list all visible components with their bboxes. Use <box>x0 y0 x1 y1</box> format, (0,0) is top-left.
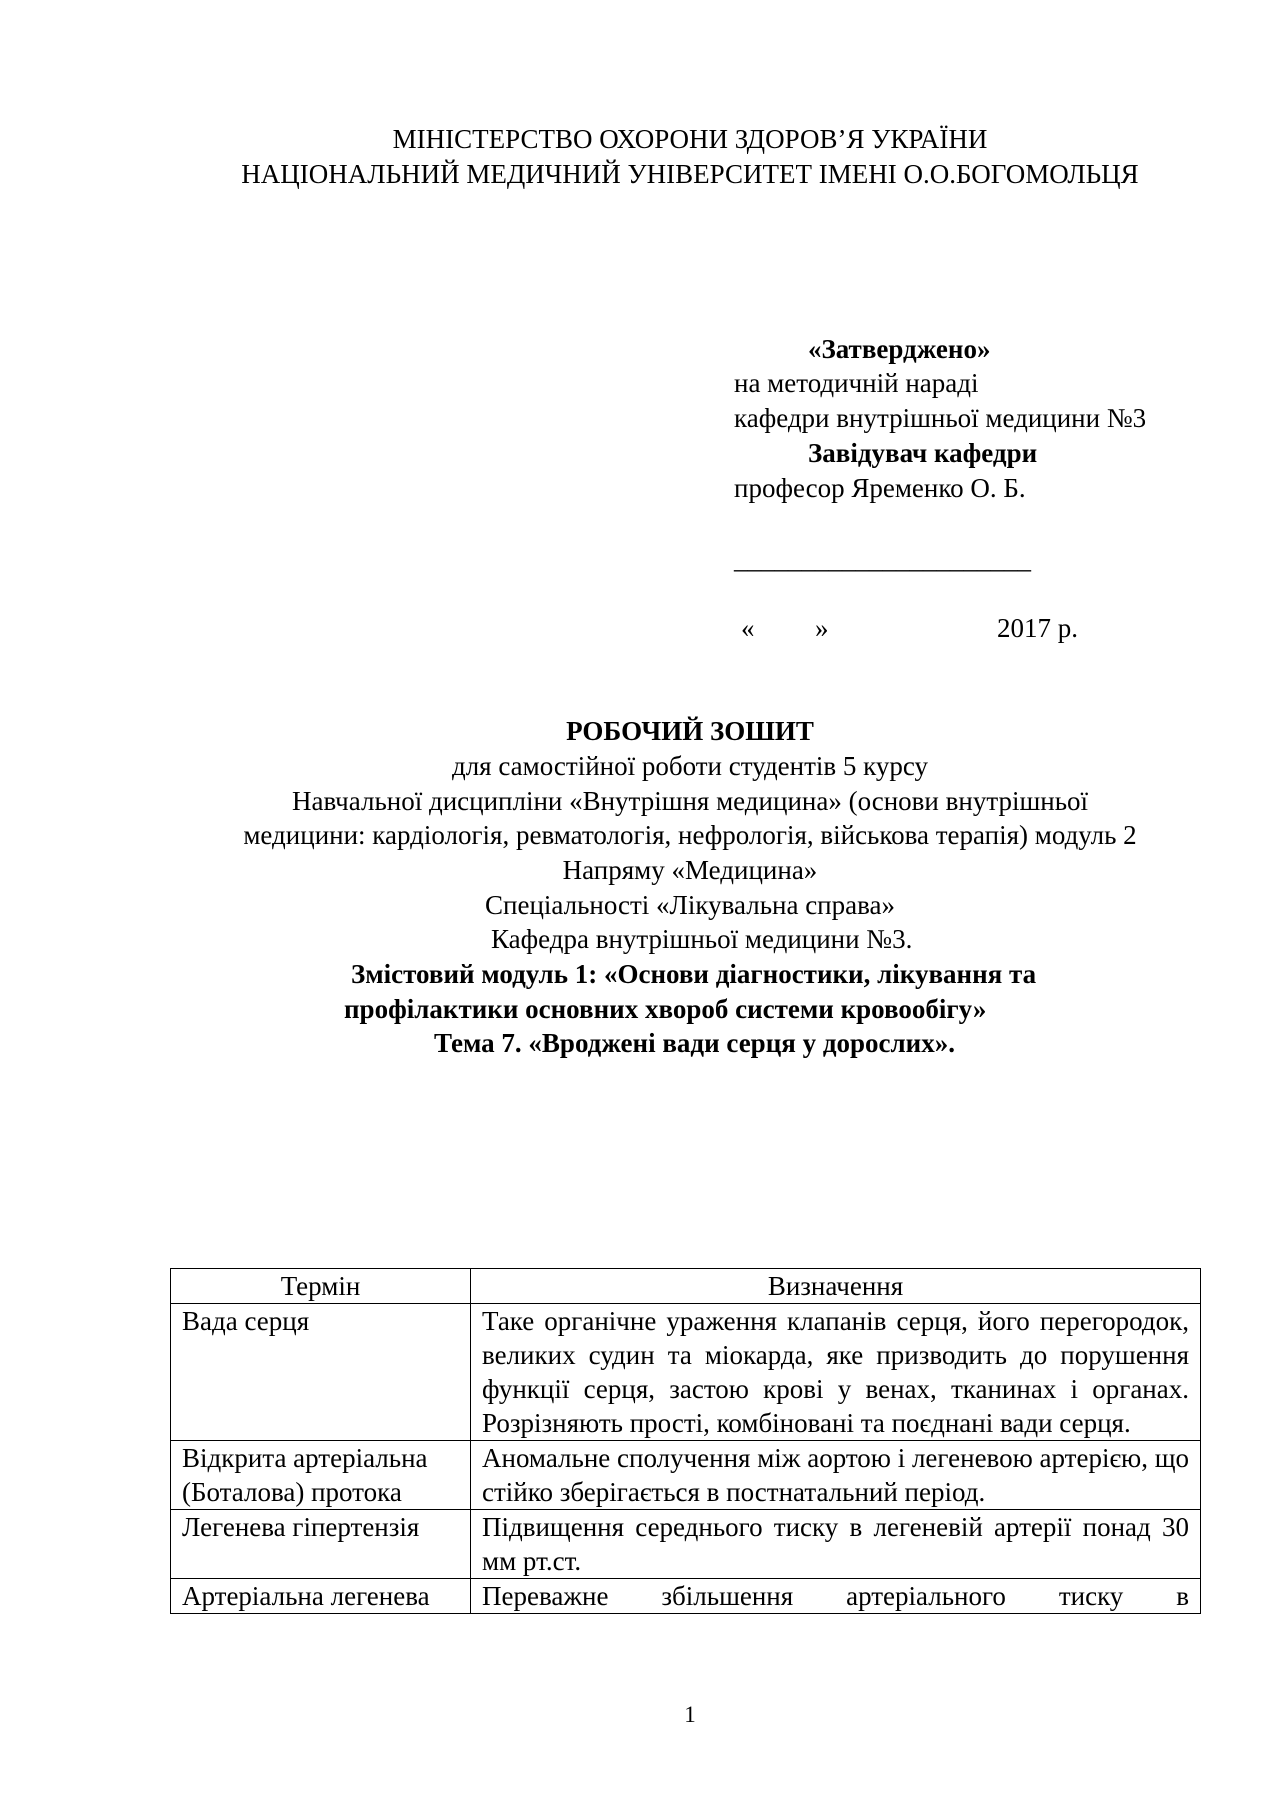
date-close-quote: » <box>815 613 829 643</box>
workbook-title: РОБОЧИЙ ЗОШИТ <box>566 716 814 746</box>
approval-head-label: Завідувач кафедри <box>808 438 1038 468</box>
term-cell: Вада серця <box>171 1304 471 1441</box>
approval-line-1: на методичній нараді <box>734 368 979 398</box>
topic-title: Тема 7. «Вроджені вади серця у дорослих». <box>434 1028 955 1058</box>
workbook-line-6: Кафедра внутрішньої медицини №3. <box>491 924 913 954</box>
workbook-line-4: Напряму «Медицина» <box>562 855 818 885</box>
approval-line-2: кафедри внутрішньої медицини №3 <box>734 403 1147 433</box>
table-row <box>171 1304 1201 1441</box>
definition-cell: Підвищення середнього тиску в легеневій артерії понад 30 мм рт.ст. <box>471 1510 1201 1579</box>
table-row <box>171 1579 1201 1614</box>
terms-table <box>170 1268 1201 1614</box>
workbook-line-2: Навчальної дисципліни «Внутрішня медицина» (основи внутрішньої <box>291 786 1089 816</box>
module-title-line-2: профілактики основних хвороб системи кровообігу» <box>344 994 987 1024</box>
module-title-line-1: Змістовий модуль 1: «Основи діагностики, лікування та <box>351 959 1037 989</box>
table-row <box>171 1441 1201 1510</box>
date-open-quote: « <box>741 613 755 643</box>
term-cell: Відкрита артеріальна (Боталова) протока <box>171 1441 471 1510</box>
ministry-title: МІНІСТЕРСТВО ОХОРОНИ ЗДОРОВ’Я УКРАЇНИ <box>392 124 988 154</box>
approval-year: 2017 р. <box>997 613 1078 643</box>
table-header-row <box>171 1269 1201 1304</box>
term-cell: Артеріальна легенева <box>171 1579 471 1614</box>
table-row <box>171 1510 1201 1579</box>
definition-cell: Аномальне сполучення між аортою і легеневою артерією, що стійко зберігається в постнатальний період. <box>471 1441 1201 1510</box>
definition-cell: Переважне збільшення артеріального тиску в <box>471 1579 1201 1614</box>
workbook-line-1: для самостійної роботи студентів 5 курсу <box>451 751 929 781</box>
approval-title: «Затверджено» <box>808 334 991 364</box>
approval-head-name: професор Яременко О. Б. <box>734 473 1026 503</box>
term-cell: Легенева гіпертензія <box>171 1510 471 1579</box>
definition-cell: Таке органічне ураження клапанів серця, його перегородок, великих судин та міокарда, яке призводить до порушення функції серця, застою крові у венах, тканинах і органах. Розрізняють прості, комбіновані та поєднані вади серця. <box>471 1304 1201 1441</box>
signature-line: ______________________ <box>734 544 1031 574</box>
university-title: НАЦІОНАЛЬНИЙ МЕДИЧНИЙ УНІВЕРСИТЕТ ІМЕНІ О.О.БОГОМОЛЬЦЯ <box>241 159 1139 189</box>
page-number: 1 <box>684 1702 696 1727</box>
workbook-line-5: Спеціальності «Лікувальна справа» <box>485 890 895 920</box>
header-definition: Визначення <box>471 1269 1201 1304</box>
workbook-line-3: медицини: кардіологія, ревматологія, нефрологія, військова терапія) модуль 2 <box>243 820 1137 850</box>
header-term: Термін <box>171 1269 471 1304</box>
